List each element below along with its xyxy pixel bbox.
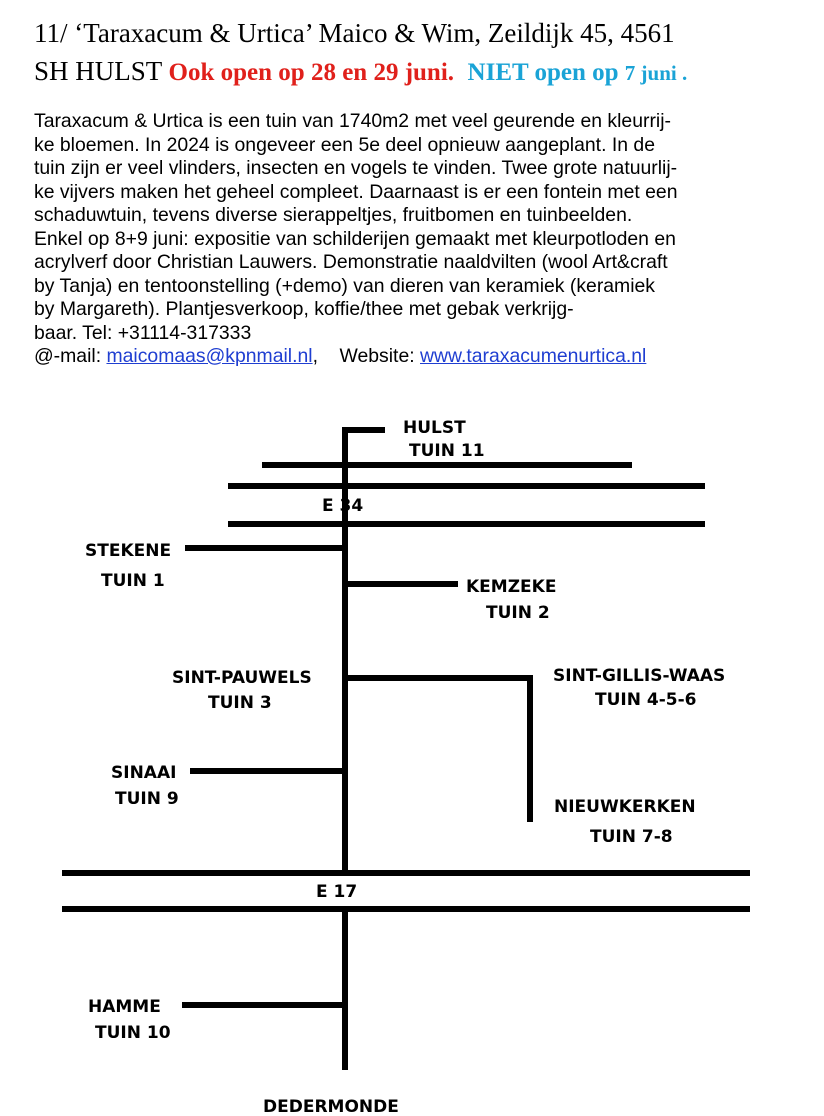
label-e34: E 34: [322, 496, 364, 516]
description-line: by Tanja) en tentoonstelling (+demo) van dieren van keramiek (keramiek: [34, 274, 656, 297]
description-line: acrylverf door Christian Lauwers. Demonstratie naaldvilten (wool Art&craft: [34, 251, 668, 273]
label-tuin-4-5-6: TUIN 4-5-6: [595, 690, 697, 710]
label-nieuwkerken: NIEUWKERKEN: [554, 797, 696, 817]
label-kemzeke: KEMZEKE: [466, 577, 557, 597]
label-tuin-10: TUIN 10: [95, 1023, 171, 1043]
label-hamme: HAMME: [88, 997, 161, 1017]
description-line: ke bloemen. In 2024 is ongeveer een 5e deel opnieuw aangeplant. In de: [34, 133, 655, 156]
description-line: by Margareth). Plantjesverkoop, koffie/thee met gebak verkrijg-: [34, 298, 574, 320]
description-line: Enkel op 8+9 juni: expositie van schilderijen gemaakt met kleurpotloden en: [34, 227, 676, 250]
open-note: Ook open op 28 en 29 juni.: [168, 59, 455, 86]
label-tuin-11: TUIN 11: [409, 441, 485, 461]
description-line: baar. Tel: +31114-317333: [34, 321, 252, 344]
label-tuin-3: TUIN 3: [208, 693, 272, 713]
road-sint-gillis: [345, 678, 530, 822]
label-tuin-7-8: TUIN 7-8: [590, 827, 673, 847]
header-address-end: SH HULST: [34, 56, 169, 86]
website-label: Website:: [339, 345, 421, 367]
closed-note-a: NIET open op: [467, 59, 625, 86]
email-label: @-mail:: [34, 345, 107, 367]
label-hulst: HULST: [403, 418, 466, 438]
label-sinaai: SINAAI: [111, 763, 177, 783]
description-line: Taraxacum & Urtica is een tuin van 1740m2 met veel geurende en kleurrij-: [34, 110, 671, 132]
label-sint-gillis-waas: SINT-GILLIS-WAAS: [553, 666, 726, 686]
contact-separator: ,: [312, 345, 340, 367]
label-tuin-1: TUIN 1: [101, 571, 165, 591]
label-sint-pauwels: SINT-PAUWELS: [172, 668, 312, 688]
label-dedermonde: DEDERMONDE: [263, 1097, 399, 1116]
closed-note-b: 7 juni .: [624, 61, 688, 85]
description-line: ke vijvers maken het geheel compleet. Daarnaast is er een fontein met een: [34, 180, 678, 203]
email-link[interactable]: maicomaas@kpnmail.nl: [106, 345, 313, 367]
label-stekene: STEKENE: [85, 541, 172, 561]
description-line: tuin zijn er veel vlinders, insecten en vogels te vinden. Twee grote natuurlij-: [34, 157, 678, 179]
header-line-1: 11/ ‘Taraxacum & Urtica’ Maico & Wim, Zeildijk 45, 4561: [34, 18, 675, 48]
label-e17: E 17: [316, 882, 358, 902]
description-line: schaduwtuin, tevens diverse sierappeltjes, fruitbomen en tuinbeelden.: [34, 204, 633, 226]
website-link[interactable]: www.taraxacumenurtica.nl: [420, 345, 647, 367]
label-tuin-2: TUIN 2: [486, 603, 550, 623]
label-tuin-9: TUIN 9: [115, 789, 179, 809]
